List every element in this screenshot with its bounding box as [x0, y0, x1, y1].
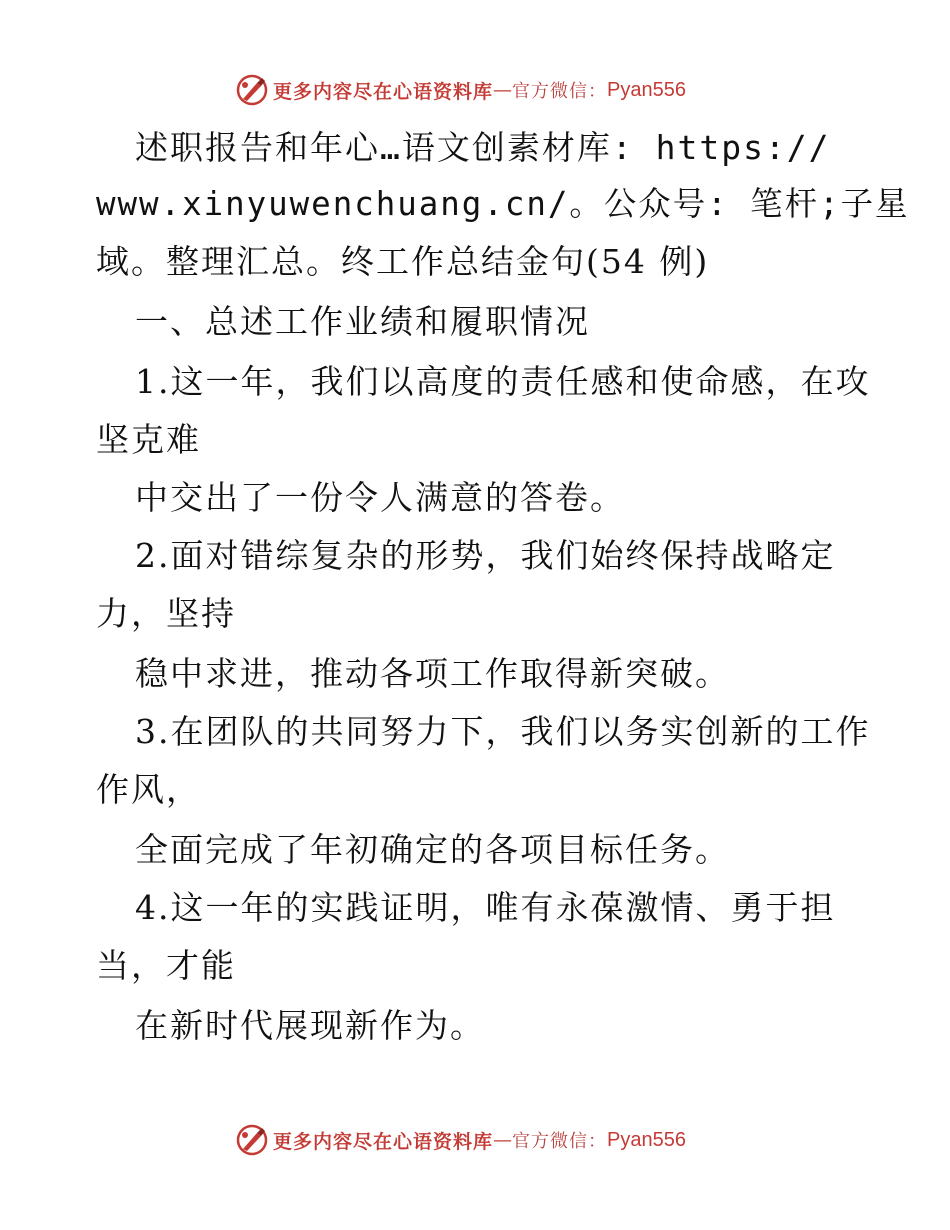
- body-line: 在新时代展现新作为。: [135, 1006, 485, 1045]
- banner-dash: —: [493, 1129, 513, 1151]
- body-line: 域。整理汇总。终工作总结金句(54 例): [96, 242, 710, 281]
- body-line: 述职报告和年心…语文创素材库: https://: [135, 128, 831, 167]
- banner-wechat-id: Pyan556: [607, 78, 686, 101]
- section-heading: 一、总述工作业绩和履职情况: [135, 302, 590, 341]
- body-line: 3.在团队的共同努力下，我们以务实创新的工作: [135, 712, 871, 751]
- body-line: 4.这一年的实践证明，唯有永葆激情、勇于担: [135, 888, 836, 927]
- body-line: www.xinyuwenchuang.cn/。公众号: 笔杆;子星: [96, 184, 910, 223]
- body-line: 1.这一年，我们以高度的责任感和使命感，在攻: [135, 362, 871, 401]
- body-line: 当，才能: [96, 946, 236, 985]
- banner-wechat-label: 官方微信：: [512, 1131, 608, 1152]
- body-line: 中交出了一份令人满意的答卷。: [135, 478, 625, 517]
- banner-dash: —: [493, 79, 513, 101]
- body-line: 2.面对错综复杂的形势，我们始终保持战略定: [135, 536, 836, 575]
- body-line: 稳中求进，推动各项工作取得新突破。: [135, 654, 730, 693]
- banner-wechat-label: 官方微信：: [512, 81, 608, 102]
- body-line: 作风，: [96, 770, 201, 809]
- banner-title: 更多内容尽在心语资料库: [273, 1130, 494, 1153]
- banner-title: 更多内容尽在心语资料库: [273, 80, 494, 103]
- banner-wechat-id: Pyan556: [607, 1128, 686, 1151]
- body-line: 全面完成了年初确定的各项目标任务。: [135, 830, 730, 869]
- footer-banner: [235, 1122, 686, 1158]
- body-line: 坚克难: [96, 420, 201, 459]
- body-line: 力，坚持: [96, 594, 236, 633]
- pen-logo-icon: [235, 1123, 269, 1157]
